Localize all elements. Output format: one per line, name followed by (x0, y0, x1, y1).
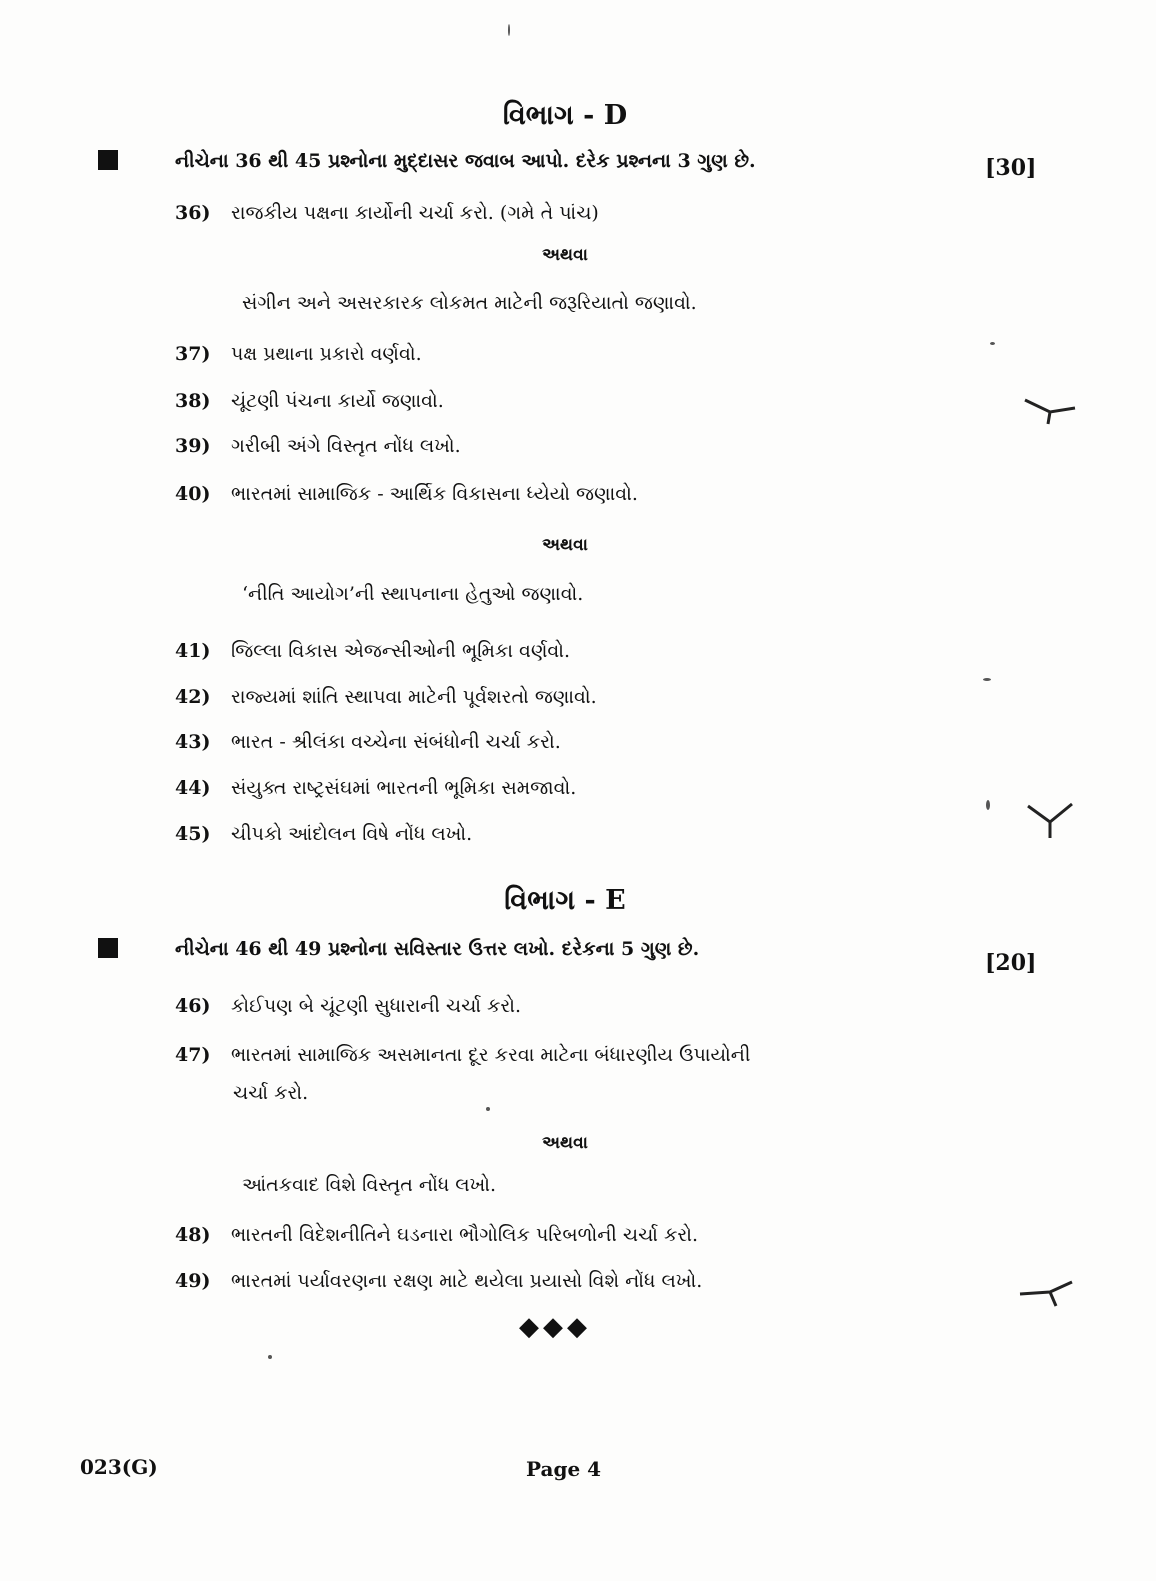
section-d-bullet (98, 150, 118, 170)
or-label: અથવા (542, 535, 588, 555)
section-e-marks: [20] (985, 950, 1037, 976)
question-44 (175, 768, 935, 808)
section-d-marks: [30] (985, 155, 1037, 181)
section-e-bullet (98, 938, 118, 958)
question-number: 49) (175, 1270, 211, 1292)
question-text: ચીપકો આંદોલન વિષે નોંધ લખો. (231, 823, 473, 845)
question-number: 45) (175, 823, 211, 845)
question-text: રાજકીય પક્ષના કાર્યોની ચર્ચા કરો. (ગમે તે પાંચ) (231, 202, 599, 224)
scan-mark (1020, 390, 1080, 430)
scan-mark (1020, 800, 1080, 840)
scan-mark (1010, 1280, 1080, 1310)
question-text: ચૂંટણી પંચના કાર્યો જણાવો. (231, 390, 444, 412)
section-d-title: વિભાગ - D (502, 100, 628, 131)
question-46 (175, 986, 935, 1026)
or-label: અથવા (542, 245, 588, 265)
question-47 (175, 1035, 935, 1075)
question-text: ભારતની વિદેશનીતિને ઘડનારા ભૌગોલિક પરિબળોની ચર્ચા કરો. (231, 1224, 698, 1246)
alternative-question-36: સંગીન અને અસરકારક લોકમત માટેની જરૂરિયાતો જણાવો. (242, 292, 697, 314)
question-49 (175, 1261, 935, 1301)
scan-speck (986, 800, 990, 810)
section-e-instruction: નીચેના 46 થી 49 પ્રશ્નોના સવિસ્તાર ઉત્તર લખો. દરેકના 5 ગુણ છે. (175, 938, 700, 960)
page-number: Page 4 (526, 1457, 602, 1481)
question-36 (175, 193, 935, 233)
question-40 (175, 474, 935, 514)
end-marker: ◆◆◆ (519, 1312, 591, 1342)
question-text: જિલ્લા વિકાસ એજન્સીઓની ભૂમિકા વર્ણવો. (231, 640, 571, 662)
question-number: 41) (175, 640, 211, 662)
question-41 (175, 631, 935, 671)
question-number: 37) (175, 343, 211, 365)
question-37 (175, 334, 935, 374)
question-text: સંયુક્ત રાષ્ટ્રસંઘમાં ભારતની ભૂમિકા સમજાવો. (231, 777, 577, 799)
alternative-question-40: ‘નીતિ આયોગ’ની સ્થાપનાના હેતુઓ જણાવો. (242, 583, 584, 605)
alternative-question-47: આંતકવાદ વિશે વિસ્તૃત નોંધ લખો. (242, 1174, 497, 1196)
question-45 (175, 814, 935, 854)
scan-speck (268, 1355, 272, 1359)
question-number: 43) (175, 731, 211, 753)
question-number: 48) (175, 1224, 211, 1246)
question-text: ગરીબી અંગે વિસ્તૃત નોંધ લખો. (231, 435, 461, 457)
question-text: ભારત - શ્રીલંકા વચ્ચેના સંબંધોની ચર્ચા કરો. (231, 731, 561, 753)
question-number: 47) (175, 1044, 211, 1066)
question-number: 44) (175, 777, 211, 799)
section-e-title: વિભાગ - E (504, 885, 626, 916)
question-47-continuation: ચર્ચા કરો. (233, 1082, 309, 1104)
or-label: અથવા (542, 1133, 588, 1153)
question-43 (175, 722, 935, 762)
scan-speck (990, 342, 995, 345)
question-42 (175, 677, 935, 717)
question-38 (175, 381, 935, 421)
section-d-instruction: નીચેના 36 થી 45 પ્રશ્નોના મુદ્દાસર જવાબ આપો. દરેક પ્રશ્નના 3 ગુણ છે. (175, 150, 756, 172)
question-39 (175, 426, 935, 466)
question-number: 38) (175, 390, 211, 412)
question-text: કોઈપણ બે ચૂંટણી સુધારાની ચર્ચા કરો. (231, 995, 522, 1017)
scan-speck (508, 24, 510, 36)
question-text: રાજ્યમાં શાંતિ સ્થાપવા માટેની પૂર્વશરતો જણાવો. (231, 686, 597, 708)
question-48 (175, 1215, 935, 1255)
question-text: ભારતમાં સામાજિક - આર્થિક વિકાસના ધ્યેયો જણાવો. (231, 483, 638, 505)
question-number: 36) (175, 202, 211, 224)
question-text: ભારતમાં પર્યાવરણના રક્ષણ માટે થયેલા પ્રયાસો વિશે નોંધ લખો. (231, 1270, 703, 1292)
paper-code: 023(G) (80, 1455, 158, 1479)
question-number: 39) (175, 435, 211, 457)
question-number: 40) (175, 483, 211, 505)
question-number: 46) (175, 995, 211, 1017)
scan-speck (486, 1107, 490, 1111)
scan-speck (983, 678, 991, 681)
question-number: 42) (175, 686, 211, 708)
question-text: પક્ષ પ્રથાના પ્રકારો વર્ણવો. (231, 343, 422, 365)
question-text: ભારતમાં સામાજિક અસમાનતા દૂર કરવા માટેના બંધારણીય ઉપાયોની (231, 1044, 751, 1066)
